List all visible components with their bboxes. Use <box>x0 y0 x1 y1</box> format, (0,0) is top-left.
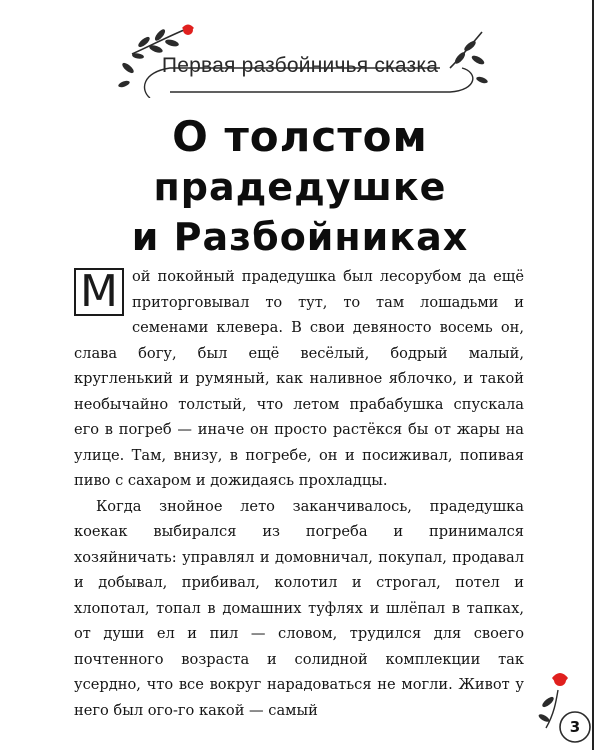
chapter-title: Первая разбойничья сказка <box>161 54 439 77</box>
page-number-ornament <box>538 668 596 748</box>
paragraph-1-text: ой покойный прадедушка был лесорубом да ещё приторговывал то тут, то там лошадьми и семенами клевера. В свои девяносто восемь он, слава богу, был ещё весёлый, бодрый малый, кругленький и румяный, как наливное яблочко, и такой необычайно толстый, что летом прабабушка спускала его в погреб — иначе он просто растёкся бы от жары на улице. Там, внизу, в погребе, он и посиживал, попивая пиво с сахаром и дожидаясь прохладцы. <box>74 268 524 489</box>
heading-line-2: прадедушке <box>153 165 447 209</box>
chapter-banner <box>110 24 490 98</box>
story-heading <box>0 112 600 262</box>
paragraph-2: Когда знойное лето заканчивалось, прадедушка коекак выбирался из погреба и принимался хозяйничать: управлял и домовничал, покупал, продавал и добывал, прибивал, колотил и строгал, потел и хлопотал, топал в домашних туфлях и шлёпал в тапках, от души ел и пил — словом, трудился для своего почтенного возраста и солидной комплекции так усердно, что все вокруг нарадоваться не могли. Живот у него был ого-го какой — самый <box>74 497 524 719</box>
heading-line-1: О толстом <box>172 112 428 161</box>
heading-line-3: и Разбойниках <box>131 215 469 259</box>
paragraph-1 <box>74 264 524 494</box>
drop-cap: М <box>74 268 124 316</box>
story-text <box>74 264 524 723</box>
page-number: 3 <box>569 718 581 736</box>
red-flower-icon <box>182 25 194 36</box>
